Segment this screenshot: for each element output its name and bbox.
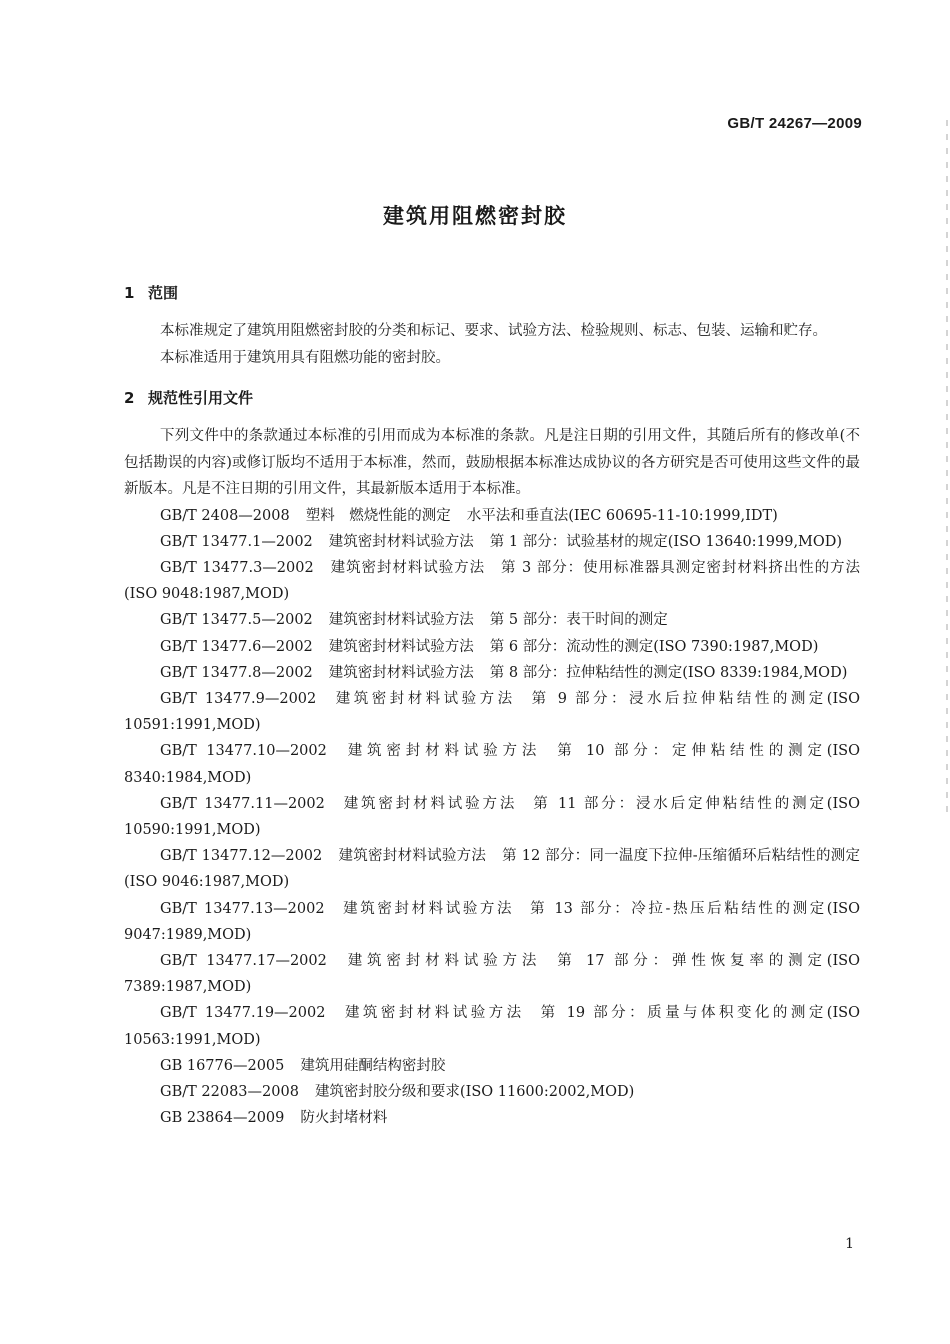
reference-name: 塑料 燃烧性能的测定	[305, 507, 451, 524]
paragraph: 下列文件中的条款通过本标准的引用而成为本标准的条款。凡是注日期的引用文件，其随后所有的修改单(不包括勘误的内容)或修订版均不适用于本标准，然而，鼓励根据本标准达成协议的各方研究是否可使用这些文件的最新版本。凡是不注日期的引用文件，其最新版本适用于本标准。	[124, 428, 860, 497]
paragraph: 本标准规定了建筑用阻燃密封胶的分类和标记、要求、试验方法、检验规则、标志、包装、运输和贮存。	[160, 323, 827, 339]
reference-item	[124, 529, 860, 555]
reference-code: GB/T 13477.19—2002	[160, 1005, 326, 1022]
reference-name: 建筑密封材料试验方法	[328, 612, 474, 629]
reference-item	[124, 948, 860, 1000]
section-heading	[124, 280, 860, 306]
reference-name: 防火封堵材料	[300, 1110, 388, 1127]
standard-code: GB/T 24267—2009	[727, 115, 862, 132]
reference-code: GB/T 13477.1—2002	[160, 533, 313, 550]
reference-item	[124, 660, 860, 686]
reference-name: 建筑密封材料试验方法	[328, 638, 474, 655]
reference-code: GB/T 13477.9—2002	[160, 690, 317, 707]
reference-code: GB/T 13477.11—2002	[160, 795, 325, 812]
reference-name: 建筑用硅酮结构密封胶	[300, 1057, 446, 1074]
reference-item	[124, 896, 860, 948]
reference-item	[124, 555, 860, 607]
reference-code: GB/T 13477.3—2002	[160, 559, 314, 576]
reference-code: GB 16776—2005	[160, 1057, 285, 1074]
reference-detail: 第 10 部分：定伸粘结性的测定(ISO 8340:1984,MOD)	[124, 743, 861, 786]
reference-name: 建筑密封材料试验方法	[342, 952, 542, 969]
reference-list	[124, 503, 860, 1132]
reference-name: 建筑密封材料试验方法	[341, 1005, 525, 1022]
reference-code: GB/T 13477.5—2002	[160, 612, 313, 629]
section-title: 范围	[148, 284, 179, 302]
reference-name: 建筑密封胶分级和要求(ISO 11600:2002,MOD)	[314, 1083, 635, 1100]
reference-detail: 第 12 部分：同一温度下拉伸-压缩循环后粘结性的测定(ISO 9046:1987,MOD)	[124, 848, 861, 891]
reference-item	[124, 791, 860, 843]
reference-detail: 第 5 部分：表干时间的测定	[489, 612, 668, 629]
section-heading	[124, 385, 860, 411]
reference-item	[124, 607, 860, 633]
reference-item	[124, 1053, 860, 1079]
reference-item	[124, 503, 860, 529]
section-normative-references	[124, 385, 860, 1131]
reference-item	[124, 1079, 860, 1105]
section-title: 规范性引用文件	[148, 389, 254, 407]
reference-code: GB/T 2408—2008	[160, 507, 290, 524]
reference-code: GB 23864—2009	[160, 1110, 285, 1127]
reference-name: 建筑密封材料试验方法	[332, 690, 516, 707]
reference-name: 建筑密封材料试验方法	[338, 848, 487, 865]
reference-code: GB/T 13477.12—2002	[160, 848, 323, 865]
reference-item	[124, 1105, 860, 1131]
reference-name: 建筑密封材料试验方法	[340, 795, 518, 812]
reference-detail: 第 3 部分：使用标准器具测定密封材料挤出性的方法(ISO 9048:1987,MOD)	[124, 559, 860, 603]
reference-detail: 第 19 部分：质量与体积变化的测定(ISO 10563:1991,MOD)	[124, 1005, 860, 1048]
reference-code: GB/T 13477.17—2002	[160, 952, 327, 969]
reference-detail: 第 1 部分：试验基材的规定(ISO 13640:1999,MOD)	[489, 533, 843, 550]
reference-item	[124, 634, 860, 660]
reference-name: 建筑密封材料试验方法	[328, 664, 474, 681]
reference-item	[124, 843, 860, 895]
reference-code: GB/T 13477.10—2002	[160, 743, 327, 760]
reference-name: 建筑密封材料试验方法	[329, 559, 485, 576]
document-body	[124, 280, 860, 1145]
reference-name: 建筑密封材料试验方法	[328, 533, 474, 550]
reference-name: 建筑密封材料试验方法	[340, 900, 515, 917]
reference-code: GB/T 13477.8—2002	[160, 664, 313, 681]
reference-detail: 第 6 部分：流动性的测定(ISO 7390:1987,MOD)	[489, 638, 819, 655]
reference-detail: 水平法和垂直法(IEC 60695-11-10:1999,IDT)	[466, 507, 778, 524]
reference-item	[124, 686, 860, 738]
reference-item	[124, 1000, 860, 1052]
page-number: 1	[845, 1236, 854, 1252]
reference-code: GB/T 13477.6—2002	[160, 638, 313, 655]
reference-item	[124, 738, 860, 790]
reference-detail: 第 8 部分：拉伸粘结性的测定(ISO 8339:1984,MOD)	[489, 664, 848, 681]
paragraph: 本标准适用于建筑用具有阻燃功能的密封胶。	[160, 349, 450, 366]
reference-code: GB/T 22083—2008	[160, 1083, 299, 1100]
reference-detail: 第 9 部分：浸水后拉伸粘结性的测定(ISO 10591:1991,MOD)	[124, 690, 861, 734]
reference-code: GB/T 13477.13—2002	[160, 900, 325, 917]
document-title: 建筑用阻燃密封胶	[383, 204, 567, 228]
reference-detail: 第 17 部分：弹性恢复率的测定(ISO 7389:1987,MOD)	[124, 952, 861, 996]
section-number: 1	[124, 284, 135, 302]
section-scope	[124, 280, 860, 371]
reference-name: 建筑密封材料试验方法	[342, 743, 542, 760]
reference-detail: 第 11 部分：浸水后定伸粘结性的测定(ISO 10590:1991,MOD)	[124, 795, 860, 838]
section-number: 2	[124, 389, 135, 407]
reference-detail: 第 13 部分：冷拉-热压后粘结性的测定(ISO 9047:1989,MOD)	[124, 900, 860, 943]
